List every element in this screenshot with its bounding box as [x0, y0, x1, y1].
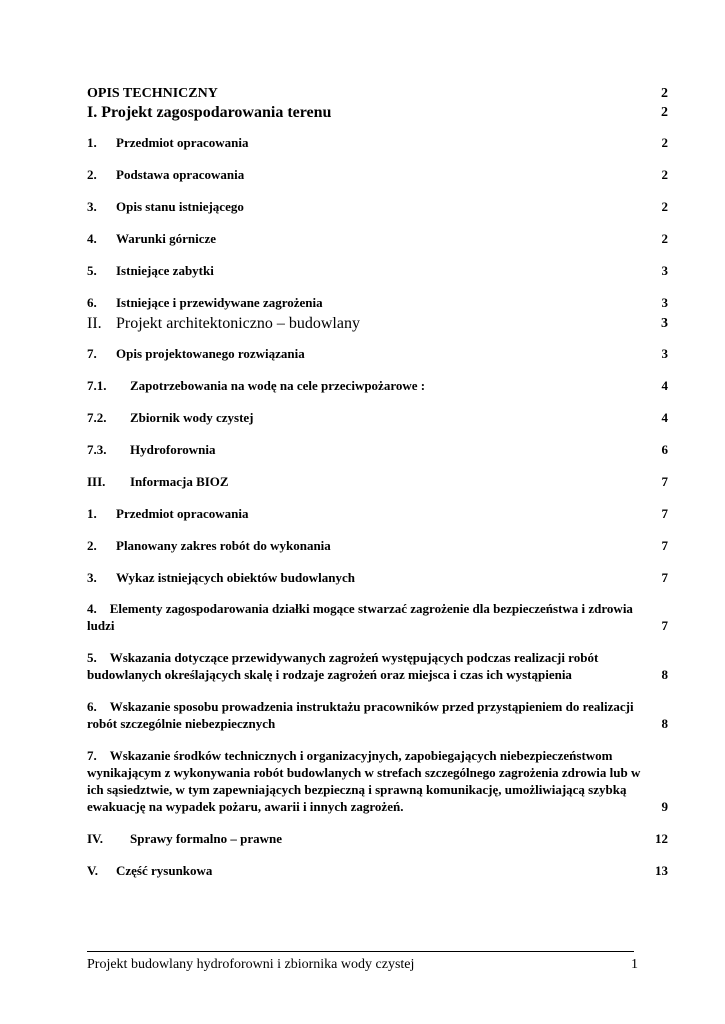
toc-entry-title: Podstawa opracowania [116, 167, 245, 182]
toc-entry[interactable] [87, 862, 668, 879]
toc-entry[interactable] [87, 314, 668, 333]
toc-entry-page: 7 [661, 618, 668, 633]
toc-entry-title: Warunki górnicze [116, 231, 217, 246]
toc-entry-title: Istniejące zabytki [116, 263, 214, 278]
toc-entry-number: 7.2. [87, 410, 107, 425]
toc-entry[interactable] [87, 505, 668, 522]
toc-entry-page: 8 [661, 716, 668, 731]
toc-entry[interactable] [87, 473, 668, 490]
toc-entry-title: Wskazania dotyczące przewidywanych zagrożeń występujących podczas realizacji robót budowlanych określających skalę i rodzaje zagrożeń oraz miejsca i czas ich wystąpienia [87, 650, 599, 682]
toc-entry-number: 3. [87, 570, 97, 585]
toc-entry-title: Opis stanu istniejącego [116, 199, 244, 214]
toc-entry-page: 7 [661, 570, 668, 585]
toc-entry-number: 7.1. [87, 378, 107, 393]
toc-entry[interactable] [87, 600, 668, 634]
toc-entry-page: 9 [661, 799, 668, 814]
toc-entry[interactable] [87, 747, 668, 815]
toc-entry-number: 2. [87, 167, 97, 182]
toc-entry-number: 7. [87, 748, 97, 763]
toc-entry[interactable] [87, 569, 668, 586]
toc-entry-number: 4. [87, 231, 97, 246]
toc-entry-number: I. [87, 104, 98, 121]
toc-entry-page: 12 [655, 831, 668, 846]
toc-entry-page: 3 [661, 346, 668, 361]
toc-entry-title: Opis projektowanego rozwiązania [116, 346, 305, 361]
toc-entry-title: Wskazanie sposobu prowadzenia instruktażu pracowników przed przystąpieniem do realizacji robót szczególnie niebezpiecznych [87, 699, 634, 731]
toc-entry-title: Projekt zagospodarowania terenu [101, 104, 332, 121]
toc-entry-page: 4 [661, 378, 668, 393]
toc-entry-number: 4. [87, 601, 97, 616]
page-footer [87, 957, 638, 973]
toc-entry-page: 2 [661, 231, 668, 246]
toc-entry-page: 7 [661, 538, 668, 553]
toc-entry[interactable] [87, 409, 668, 426]
toc-entry-title: Informacja BIOZ [130, 474, 229, 489]
toc-entry-page: 2 [661, 135, 668, 150]
toc-entry-page: 2 [661, 86, 668, 101]
toc-entry[interactable] [87, 377, 668, 394]
toc-entry-title: Przedmiot opracowania [116, 506, 249, 521]
toc-entry-title: Część rysunkowa [116, 863, 213, 878]
toc-entry-number: IV. [87, 831, 104, 846]
toc-entry[interactable] [87, 441, 668, 458]
toc-entry-number: 7. [87, 346, 97, 361]
toc-entry-title: Zapotrzebowania na wodę na cele przeciwpożarowe : [130, 378, 426, 393]
toc-entry[interactable] [87, 262, 668, 279]
toc-entry-number: 6. [87, 295, 97, 310]
toc-entry[interactable] [87, 85, 668, 102]
toc-entry-number: III. [87, 474, 106, 489]
toc-entry-title: Sprawy formalno – prawne [130, 831, 283, 846]
toc-entry-title: Istniejące i przewidywane zagrożenia [116, 295, 323, 310]
toc-entry-page: 3 [661, 263, 668, 278]
toc-entry-number: 5. [87, 650, 97, 665]
toc-entry-page: 2 [661, 105, 668, 120]
toc-entry[interactable] [87, 166, 668, 183]
toc-entry-page: 3 [661, 316, 668, 331]
toc-entry-page: 6 [661, 442, 668, 457]
toc-entry-title: Wskazanie środków technicznych i organizacyjnych, zapobiegających niebezpieczeństwom wynikającym z wykonywania robót budowlanych w strefach szczególnego zagrożenia zdrowia lub w ich sąsiedztwie, w tym zapewniających bezpieczną i sprawną komunikację, umożliwiającą szybką ewakuację na wypadek pożaru, awarii i innych zagrożeń. [87, 748, 641, 814]
toc-entry[interactable] [87, 198, 668, 215]
toc-entry-title: OPIS TECHNICZNY [87, 86, 218, 101]
toc-entry-number: 1. [87, 135, 97, 150]
toc-entry-number: V. [87, 863, 98, 878]
toc-entry[interactable] [87, 698, 668, 732]
toc-entry[interactable] [87, 134, 668, 151]
footer-divider [87, 951, 634, 952]
toc-entry[interactable] [87, 103, 668, 122]
toc-entry-page: 8 [661, 667, 668, 682]
toc-entry-page: 13 [655, 863, 668, 878]
toc-entry[interactable] [87, 230, 668, 247]
toc-entry-number: 2. [87, 538, 97, 553]
toc-entry-title: Zbiornik wody czystej [130, 410, 254, 425]
toc-entry-number: 7.3. [87, 442, 107, 457]
toc-entry[interactable] [87, 345, 668, 362]
toc-entry-number: 1. [87, 506, 97, 521]
toc-entry-page: 2 [661, 199, 668, 214]
toc-entry-number: 3. [87, 199, 97, 214]
toc-entry-title: Przedmiot opracowania [116, 135, 249, 150]
toc-entry-page: 7 [661, 474, 668, 489]
toc-entry[interactable] [87, 294, 668, 311]
toc-entry-page: 2 [661, 167, 668, 182]
toc-entry-page: 3 [661, 295, 668, 310]
footer-title: Projekt budowlany hydroforowni i zbiornika wody czystej [87, 957, 415, 972]
toc-entry[interactable] [87, 537, 668, 554]
toc-entry-page: 4 [661, 410, 668, 425]
toc-entry-title: Projekt architektoniczno – budowlany [116, 315, 360, 332]
toc-entry-number: 6. [87, 699, 97, 714]
toc-entry-title: Hydroforownia [130, 442, 216, 457]
toc-entry-title: Elementy zagospodarowania działki mogące stwarzać zagrożenie dla bezpieczeństwa i zdrowia ludzi [87, 601, 633, 633]
footer-page-number: 1 [631, 957, 638, 972]
toc-entry-number: 5. [87, 263, 97, 278]
toc-entry-title: Planowany zakres robót do wykonania [116, 538, 331, 553]
toc-entry-page: 7 [661, 506, 668, 521]
toc-entry-title: Wykaz istniejących obiektów budowlanych [116, 570, 355, 585]
toc-entry[interactable] [87, 830, 668, 847]
toc-entry-number: II. [87, 315, 102, 332]
table-of-contents [87, 85, 668, 879]
toc-entry[interactable] [87, 649, 668, 683]
